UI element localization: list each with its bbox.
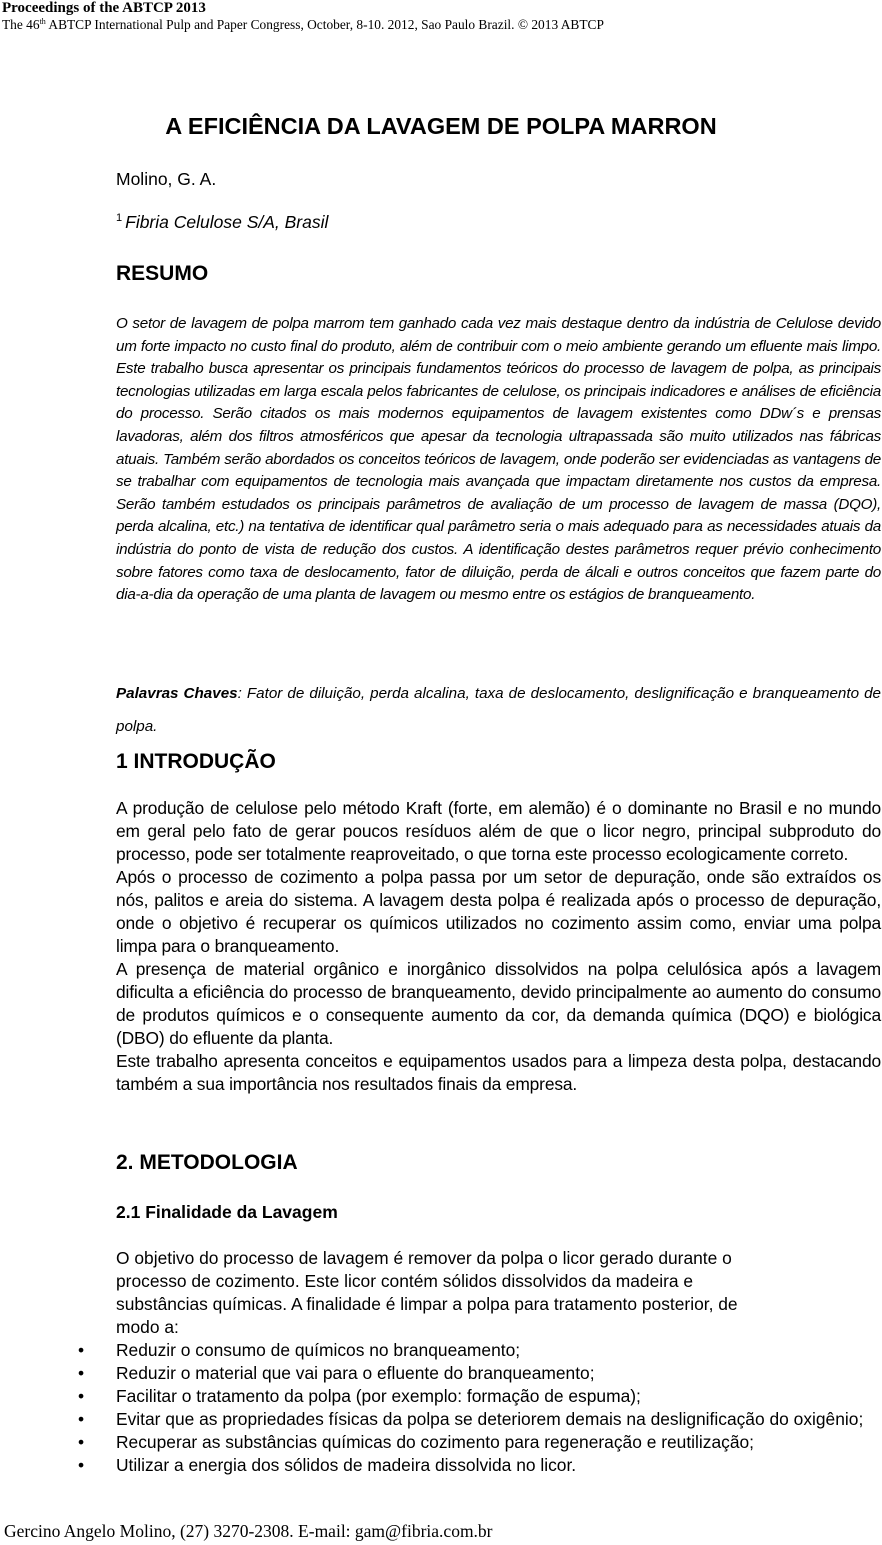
- congress-prefix: The 46: [2, 17, 40, 32]
- intro-heading: 1 INTRODUÇÃO: [116, 750, 276, 773]
- intro-body: [116, 797, 881, 1096]
- bullet-icon: •: [78, 1386, 85, 1406]
- list-item: [0, 1454, 881, 1477]
- intro-paragraph: A presença de material orgânico e inorgânico dissolvidos na polpa celulósica após a lavagem dificulta a eficiência do processo de branqueamento, devido principalmente ao aumento do consumo de produtos químicos e o consequente aumento da cor, da demanda química (DQO) e biológica (DBO) do efluente da planta.: [116, 959, 881, 1048]
- affiliation: [116, 211, 328, 233]
- method-line: modo a:: [116, 1317, 179, 1337]
- intro-paragraph: Este trabalho apresenta conceitos e equipamentos usados para a limpeza desta polpa, destacando também a sua importância nos resultados finais da empresa.: [116, 1051, 881, 1094]
- list-item-text: Evitar que as propriedades físicas da polpa se deteriorem demais na deslignificação do oxigênio;: [116, 1409, 864, 1429]
- abstract-heading: RESUMO: [116, 262, 209, 285]
- paper-title: A EFICIÊNCIA DA LAVAGEM DE POLPA MARRON: [165, 113, 717, 139]
- keywords-list: : Fator de diluição, perda alcalina, taxa de deslocamento, deslignificação e branqueamento de polpa.: [116, 685, 881, 735]
- affiliation-number: 1: [116, 212, 123, 224]
- method-line: substâncias químicas. A finalidade é limpar a polpa para tratamento posterior, de: [116, 1294, 738, 1314]
- keywords-label: Palavras Chaves: [116, 685, 238, 702]
- list-item: [0, 1339, 881, 1362]
- list-item-text: Reduzir o consumo de químicos no branqueamento;: [116, 1340, 521, 1360]
- list-item-text: Recuperar as substâncias químicas do cozimento para regeneração e reutilização;: [116, 1432, 755, 1452]
- congress-subtitle: [2, 17, 604, 33]
- abstract-text: O setor de lavagem de polpa marrom tem ganhado cada vez mais destaque dentro da indústria de Celulose devido um forte impacto no custo final do produto, além de contribuir com o meio ambiente gerando um efluente mais limpo. Este trabalho busca apresentar os principais fundamentos teóricos do processo de lavagem de polpa, as principais tecnologias utilizadas em larga escala pelos fabricantes de celulose, os principais indicadores e análises de eficiência do processo. Serão citados os mais modernos equipamentos de lavagem existentes como DDw´s e prensas lavadoras, além dos filtros atmosféricos que apesar da tecnologia ultrapassada são muito utilizados nas fábricas atuais. Também serão abordados os conceitos teóricos de lavagem, onde poderão ser evidenciadas as vantagens de se trabalhar com equipamentos de tecnologia mais avançada que impactam diretamente nos custos da empresa. Serão também estudados os principais parâmetros de avaliação de um processo de lavagem de massa (DQO), perda alcalina, etc.) na tentativa de identificar qual parâmetro seria o mais adequado para as necessidades atuais da indústria do ponto de vista de redução dos custos. A identificação destes parâmetros requer prévio conhecimento sobre fatores como taxa de deslocamento, fator de diluição, perda de álcali e outros conceitos que fazem parte do dia-a-dia da operação de uma planta de lavagem ou mesmo entre os estágios de branqueamento.: [116, 315, 881, 604]
- list-item-text: Facilitar o tratamento da polpa (por exemplo: formação de espuma);: [116, 1386, 641, 1406]
- keywords: [116, 677, 881, 743]
- bullet-icon: •: [78, 1432, 85, 1452]
- ordinal-suffix: th: [39, 17, 46, 26]
- list-item: [0, 1385, 881, 1408]
- method-line: processo de cozimento. Este licor contém sólidos dissolvidos da madeira e: [116, 1271, 694, 1291]
- bullet-icon: •: [78, 1455, 85, 1475]
- affiliation-name: Fibria Celulose S/A, Brasil: [125, 212, 329, 232]
- method-heading: 2. METODOLOGIA: [116, 1151, 298, 1174]
- bullet-icon: •: [78, 1409, 85, 1429]
- method-intro: [116, 1247, 881, 1339]
- congress-rest: ABTCP International Pulp and Paper Congress, October, 8-10. 2012, Sao Paulo Brazil. © 2013 ABTCP: [45, 17, 604, 32]
- purpose-list: [0, 1339, 882, 1477]
- proceedings-title: Proceedings of the ABTCP 2013: [2, 0, 206, 16]
- author-name: Molino, G. A.: [116, 169, 217, 189]
- list-item: [0, 1362, 881, 1385]
- list-item: [0, 1431, 881, 1454]
- method-subheading: 2.1 Finalidade da Lavagem: [116, 1202, 338, 1222]
- footer-contact: Gercino Angelo Molino, (27) 3270-2308. E-mail: gam@fibria.com.br: [4, 1521, 493, 1541]
- method-line: O objetivo do processo de lavagem é remover da polpa o licor gerado durante o: [116, 1248, 732, 1268]
- intro-paragraph: A produção de celulose pelo método Kraft (forte, em alemão) é o dominante no Brasil e no mundo em geral pelo fato de gerar poucos resíduos além de que o licor negro, principal subproduto do processo, pode ser totalmente reaproveitado, o que torna este processo ecologicamente correto.: [116, 798, 881, 864]
- bullet-icon: •: [78, 1340, 85, 1360]
- list-item-text: Utilizar a energia dos sólidos de madeira dissolvida no licor.: [116, 1455, 577, 1475]
- list-item-text: Reduzir o material que vai para o efluente do branqueamento;: [116, 1363, 595, 1383]
- list-item: [0, 1408, 881, 1431]
- intro-paragraph: Após o processo de cozimento a polpa passa por um setor de depuração, onde são extraídos os nós, palitos e areia do sistema. A lavagem desta polpa é realizada após o processo de depuração, onde o objetivo é recuperar os químicos utilizados no cozimento assim como, enviar uma polpa limpa para o branqueamento.: [116, 867, 881, 956]
- bullet-icon: •: [78, 1363, 85, 1383]
